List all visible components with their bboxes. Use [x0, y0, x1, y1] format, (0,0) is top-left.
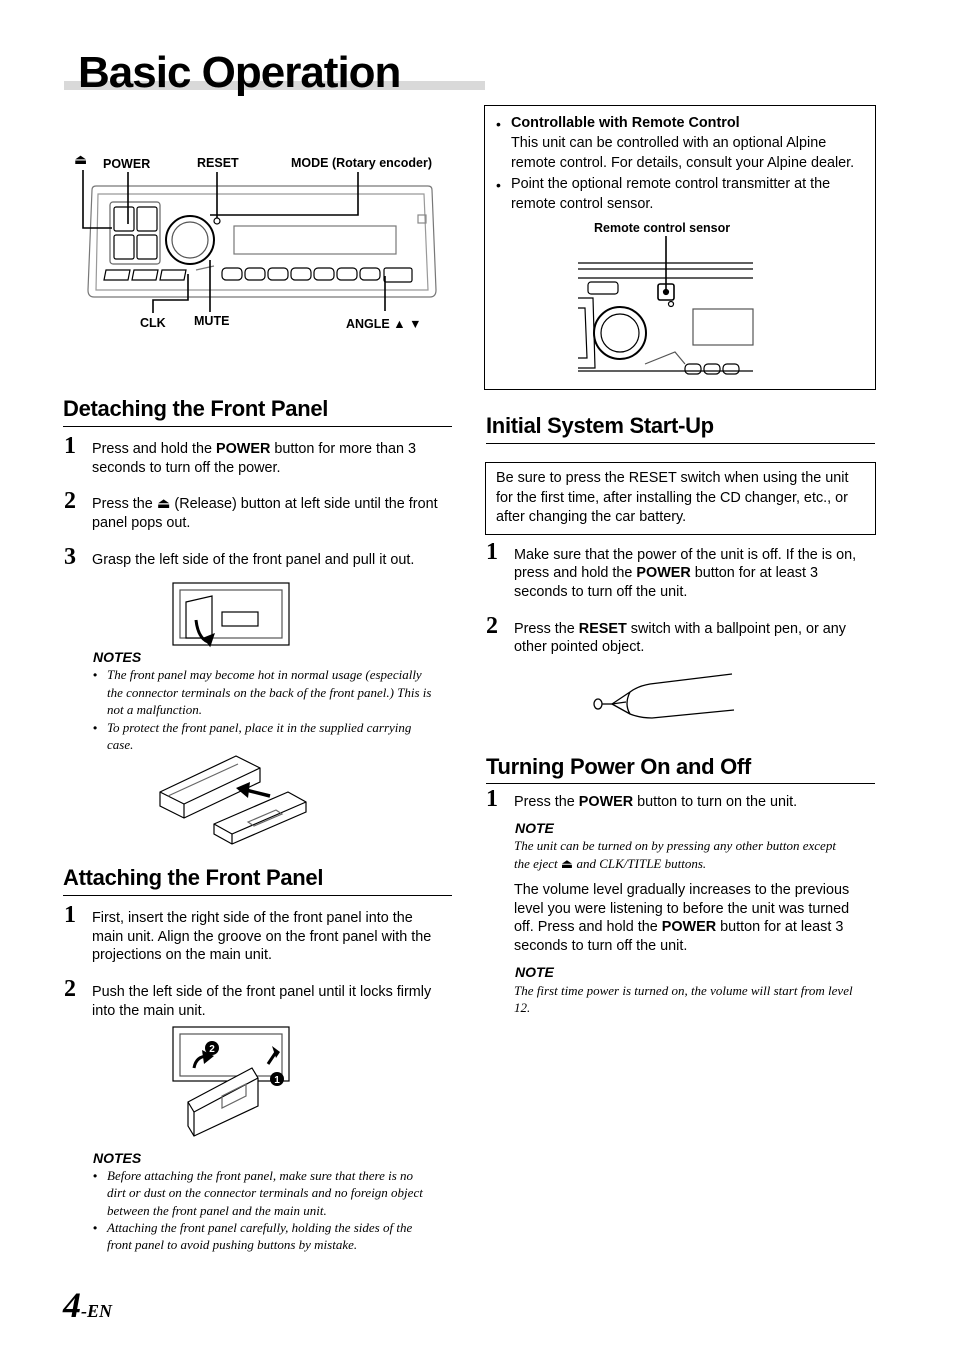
- notes-heading: NOTES: [93, 1150, 142, 1166]
- label-angle: ANGLE ▲ ▼: [346, 317, 422, 331]
- page-number: 4-EN: [63, 1285, 112, 1325]
- note-line: To protect the front panel, place it in the supplied carrying: [107, 720, 412, 735]
- body-text: off. Press and hold the POWER button for at least 3: [514, 919, 844, 935]
- step-number: 2: [486, 613, 498, 639]
- step-text: First, insert the right side of the front panel into the: [92, 910, 413, 926]
- step-number: 2: [64, 976, 76, 1002]
- note-line: The first time power is turned on, the volume will start from level: [514, 983, 853, 998]
- step-number: 1: [64, 902, 76, 928]
- heading-rule: [486, 783, 875, 784]
- info-line: after changing the car battery.: [496, 509, 687, 525]
- step-text: main unit. Align the groove on the front panel with the: [92, 929, 432, 945]
- eject-icon: ⏏: [560, 856, 574, 871]
- section-heading-initial: Initial System Start-Up: [486, 413, 714, 438]
- notes-heading: NOTES: [93, 649, 142, 665]
- note-line: Before attaching the front panel, make sure that there is no: [107, 1168, 414, 1183]
- remote-bullet2-line: remote control sensor.: [511, 196, 654, 212]
- section-heading-detaching: Detaching the Front Panel: [63, 396, 329, 421]
- bullet-dot: •: [93, 1221, 98, 1235]
- remote-control-box: [484, 105, 876, 390]
- step-text: Make sure that the power of the unit is off. If the is on,: [514, 547, 857, 563]
- note-line: the connector terminals on the back of the front panel.) This is: [107, 685, 432, 700]
- heading-rule: [63, 426, 452, 427]
- remote-bullet1-line: This unit can be controlled with an optional Alpine: [511, 135, 827, 151]
- ballpoint-pen-illustration: [590, 670, 740, 722]
- eject-icon: ⏏: [156, 496, 171, 512]
- info-line: Be sure to press the RESET switch when using the unit: [496, 470, 849, 486]
- remote-sensor-drawing: [485, 106, 875, 389]
- heading-rule: [63, 895, 452, 896]
- carrying-case-illustration: [158, 752, 308, 848]
- sensor-label: Remote control sensor: [594, 221, 731, 235]
- bullet-dot: •: [496, 177, 501, 193]
- page-title: Basic Operation: [78, 48, 401, 97]
- reset-info-box: [485, 462, 876, 535]
- body-text: The volume level gradually increases to the previous: [514, 882, 850, 898]
- note-line: between the front panel and the main unit.: [107, 1203, 327, 1218]
- step-text: into the main unit.: [92, 1003, 206, 1019]
- step-text: other pointed object.: [514, 639, 645, 655]
- note-line: not a malfunction.: [107, 702, 202, 717]
- step-number: 2: [64, 488, 76, 514]
- section-heading-power: Turning Power On and Off: [486, 754, 751, 779]
- label-mode: MODE (Rotary encoder): [291, 156, 432, 170]
- label-power: POWER: [103, 157, 151, 171]
- note-line: front panel to avoid pushing buttons by mistake.: [107, 1237, 358, 1252]
- step-number: 3: [64, 544, 76, 570]
- step-text: seconds to turn off the power.: [92, 460, 281, 476]
- heading-rule: [486, 443, 875, 444]
- step-number: 1: [486, 786, 498, 812]
- body-text: seconds to turn off the unit.: [514, 938, 688, 954]
- note-line: the eject ⏏ and CLK/TITLE buttons.: [514, 856, 707, 871]
- marker-2: 2: [209, 1044, 215, 1055]
- note-heading: NOTE: [515, 964, 554, 980]
- step-text: Press the RESET switch with a ballpoint pen, or any: [514, 621, 846, 637]
- bullet-dot: •: [93, 721, 98, 735]
- note-line: The unit can be turned on by pressing any other button except: [514, 838, 836, 853]
- note-line: Attaching the front panel carefully, holding the sides of the: [107, 1220, 413, 1235]
- step-text: Push the left side of the front panel until it locks firmly: [92, 984, 432, 1000]
- note-line: dirt or dust on the connector terminals and no foreign object: [107, 1185, 423, 1200]
- note-line: case.: [107, 737, 134, 752]
- note-heading: NOTE: [515, 820, 554, 836]
- marker-1: 1: [274, 1075, 280, 1086]
- step-text: Grasp the left side of the front panel and pull it out.: [92, 552, 415, 568]
- step-text: Press the POWER button to turn on the unit.: [514, 794, 798, 810]
- label-mute: MUTE: [194, 314, 230, 328]
- step-text: press and hold the POWER button for at least 3: [514, 565, 818, 581]
- step-number: 1: [64, 433, 76, 459]
- label-clk: CLK: [140, 316, 166, 330]
- body-text: level you were listening to before the unit was turned: [514, 901, 850, 917]
- eject-icon: ⏏: [74, 151, 88, 167]
- bullet-dot: •: [93, 668, 98, 682]
- remote-bullet2-line: Point the optional remote control transmitter at the: [511, 176, 831, 192]
- bullet-dot: •: [93, 1169, 98, 1183]
- attach-illustration: [172, 1026, 292, 1138]
- bullet-dot: •: [496, 116, 501, 132]
- detach-illustration: [172, 582, 292, 652]
- step-number: 1: [486, 539, 498, 565]
- note-line: 12.: [514, 1000, 531, 1015]
- step-text: panel pops out.: [92, 515, 191, 531]
- info-line: for the first time, after installing the CD changer, etc., or: [496, 490, 848, 506]
- step-text: projections on the main unit.: [92, 947, 272, 963]
- step-text: Press the ⏏ (Release) button at left side until the front: [92, 496, 438, 512]
- remote-bullet1-line: remote control. For details, consult your Alpine dealer.: [511, 155, 855, 171]
- note-line: The front panel may become hot in normal usage (especially: [107, 667, 422, 682]
- section-heading-attaching: Attaching the Front Panel: [63, 865, 324, 890]
- remote-bullet1-title: Controllable with Remote Control: [511, 115, 740, 131]
- step-text: seconds to turn off the unit.: [514, 584, 688, 600]
- label-reset: RESET: [197, 156, 239, 170]
- step-text: Press and hold the POWER button for more than 3: [92, 441, 416, 457]
